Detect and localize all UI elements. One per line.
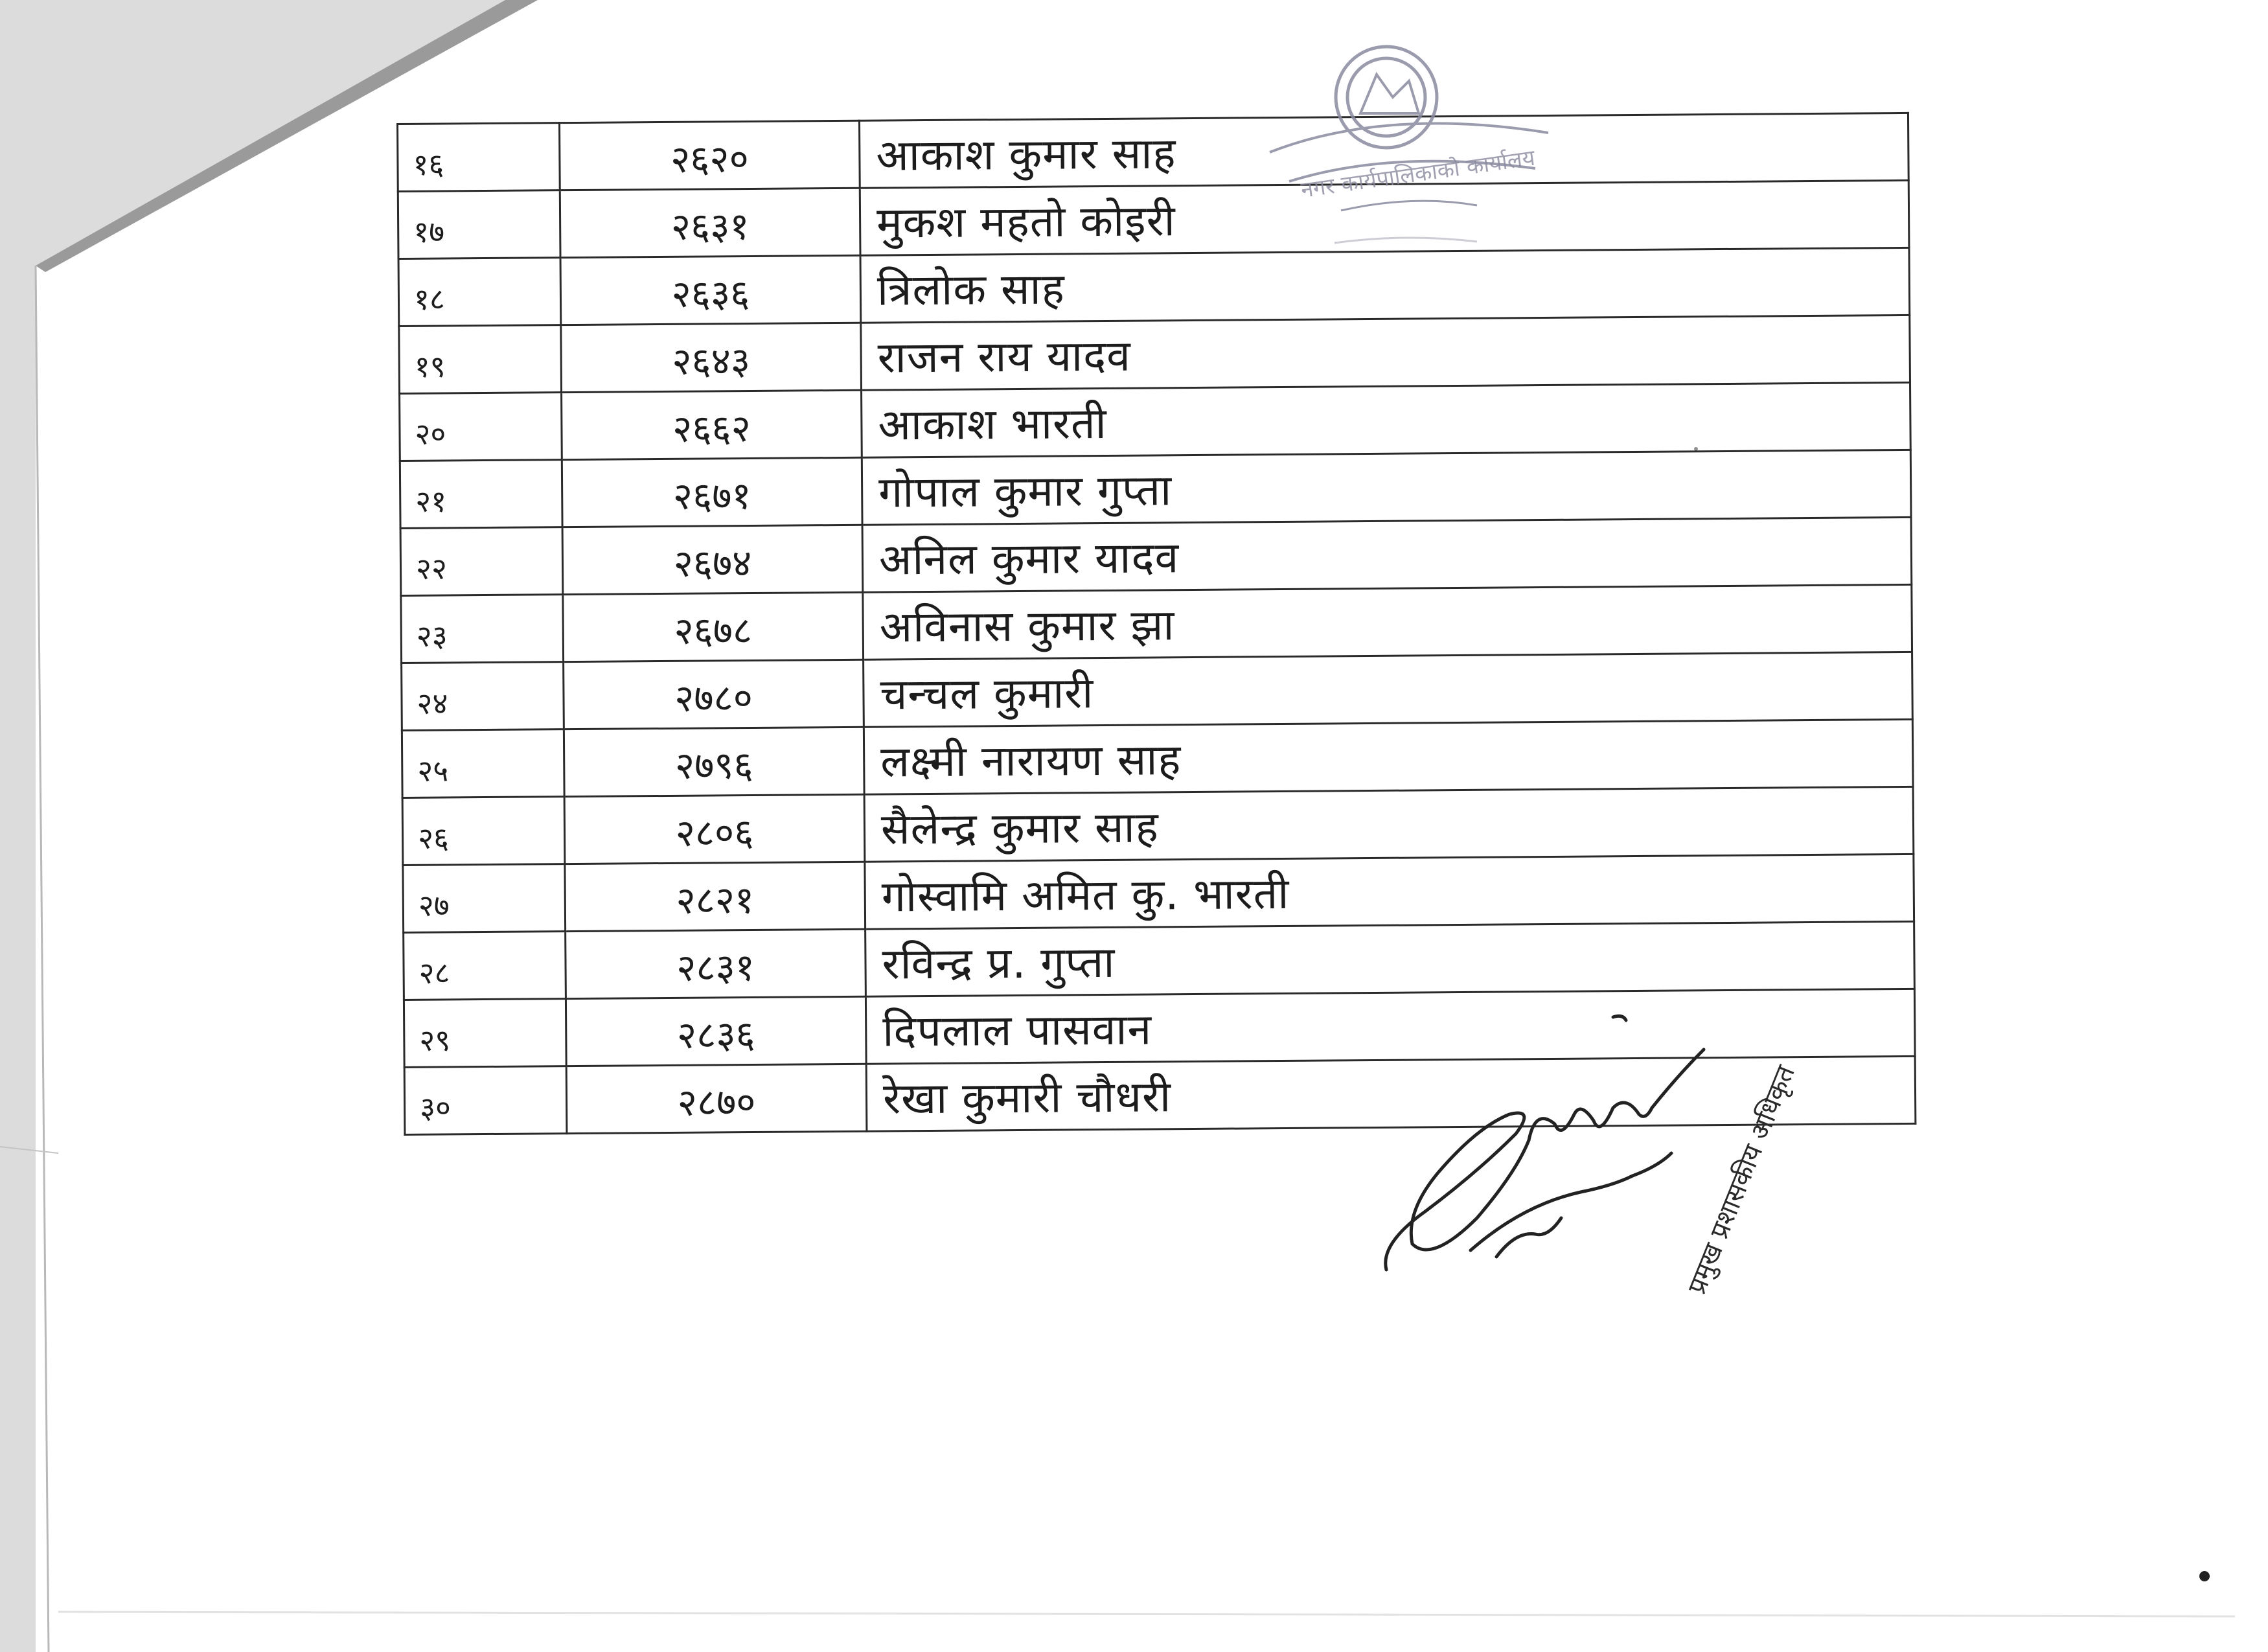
candidate-name-cell: राजन राय यादव xyxy=(861,315,1910,390)
candidate-name-cell: चन्चल कुमारी xyxy=(864,652,1913,727)
roll-number-cell: २६३१ xyxy=(560,188,860,257)
designation-stamp xyxy=(1665,1011,1859,1315)
serial-number-cell: २७ xyxy=(403,864,566,933)
roll-number-cell: २८२१ xyxy=(565,862,865,931)
candidate-name-cell: रेखा कुमारी चौधरी xyxy=(866,1056,1916,1131)
serial-number-cell: १६ xyxy=(398,123,560,192)
table-row xyxy=(400,517,1912,595)
serial-number-cell: १७ xyxy=(398,190,560,259)
roll-number-cell: २६७१ xyxy=(562,457,862,527)
candidate-name-cell: अनिल कुमार यादव xyxy=(862,517,1912,592)
roll-number-cell: २७८० xyxy=(564,660,864,729)
serial-number-cell: २४ xyxy=(402,662,564,731)
scan-speck xyxy=(2199,1571,2210,1581)
candidate-name-cell: दिपलाल पासवान xyxy=(865,989,1915,1064)
table-row xyxy=(400,450,1911,528)
candidate-name-cell: सैलेन्द्र कुमार साह xyxy=(864,786,1914,862)
table-row xyxy=(398,113,1909,191)
serial-number-cell: २२ xyxy=(400,527,563,596)
table-row xyxy=(400,382,1911,461)
roll-number-cell: २८०६ xyxy=(564,794,865,864)
roll-number-cell: २६६२ xyxy=(562,390,862,459)
candidate-name-cell: गोपाल कुमार गुप्ता xyxy=(862,450,1911,525)
candidate-table xyxy=(396,112,1916,1136)
candidate-name-cell: आकाश कुमार साह xyxy=(859,113,1908,188)
candidate-name-cell: लक्ष्मी नारायण साह xyxy=(864,719,1913,794)
candidate-name-cell: अविनास कुमार झा xyxy=(863,584,1912,660)
serial-number-cell: १९ xyxy=(399,325,562,394)
table-row xyxy=(401,584,1912,663)
table-row xyxy=(404,921,1915,1000)
serial-number-cell: ३० xyxy=(404,1066,567,1135)
serial-number-cell: २९ xyxy=(404,999,566,1068)
serial-number-cell: २३ xyxy=(401,595,564,663)
svg-text:नगर कार्यपालिकाको कार्यालय: नगर कार्यपालिकाको कार्यालय xyxy=(1299,144,1537,203)
svg-text:प्रमुख प्रशासकीय अधिकृत: प्रमुख प्रशासकीय अधिकृत xyxy=(1682,1061,1801,1298)
roll-number-cell: २६३६ xyxy=(560,255,861,325)
table-row xyxy=(402,719,1913,797)
roll-number-cell: २६२० xyxy=(560,120,860,190)
table-row xyxy=(398,247,1910,326)
serial-number-cell: २५ xyxy=(402,729,564,798)
candidate-name-cell: त्रिलोक साह xyxy=(860,247,1910,323)
serial-number-cell: २१ xyxy=(400,460,562,529)
table-row xyxy=(402,652,1913,730)
table-row xyxy=(398,180,1909,258)
roll-number-cell: २६७४ xyxy=(562,525,863,594)
office-seal xyxy=(1263,36,1600,269)
serial-number-cell: २६ xyxy=(402,797,565,866)
candidate-name-cell: मुकश महतो कोइरी xyxy=(860,180,1909,255)
table-row xyxy=(403,854,1914,932)
scan-speck xyxy=(1694,447,1698,451)
roll-number-cell: २६७८ xyxy=(563,592,864,661)
table-row xyxy=(399,315,1910,393)
candidate-name-cell: आकाश भारती xyxy=(862,382,1911,457)
roll-number-cell: २८३१ xyxy=(566,929,866,998)
roll-number-cell: २६४३ xyxy=(561,323,862,392)
roll-number-cell: २८३६ xyxy=(566,996,866,1066)
candidate-name-cell: रविन्द्र प्र. गुप्ता xyxy=(865,921,1915,996)
roll-number-cell: २७९६ xyxy=(564,727,864,796)
serial-number-cell: २० xyxy=(400,393,562,461)
serial-number-cell: २८ xyxy=(404,932,566,1000)
candidate-name-cell: गोस्वामि अमित कु. भारती xyxy=(865,854,1914,929)
roll-number-cell: २८७० xyxy=(566,1064,867,1133)
serial-number-cell: १८ xyxy=(398,258,561,327)
table-row xyxy=(402,786,1914,865)
